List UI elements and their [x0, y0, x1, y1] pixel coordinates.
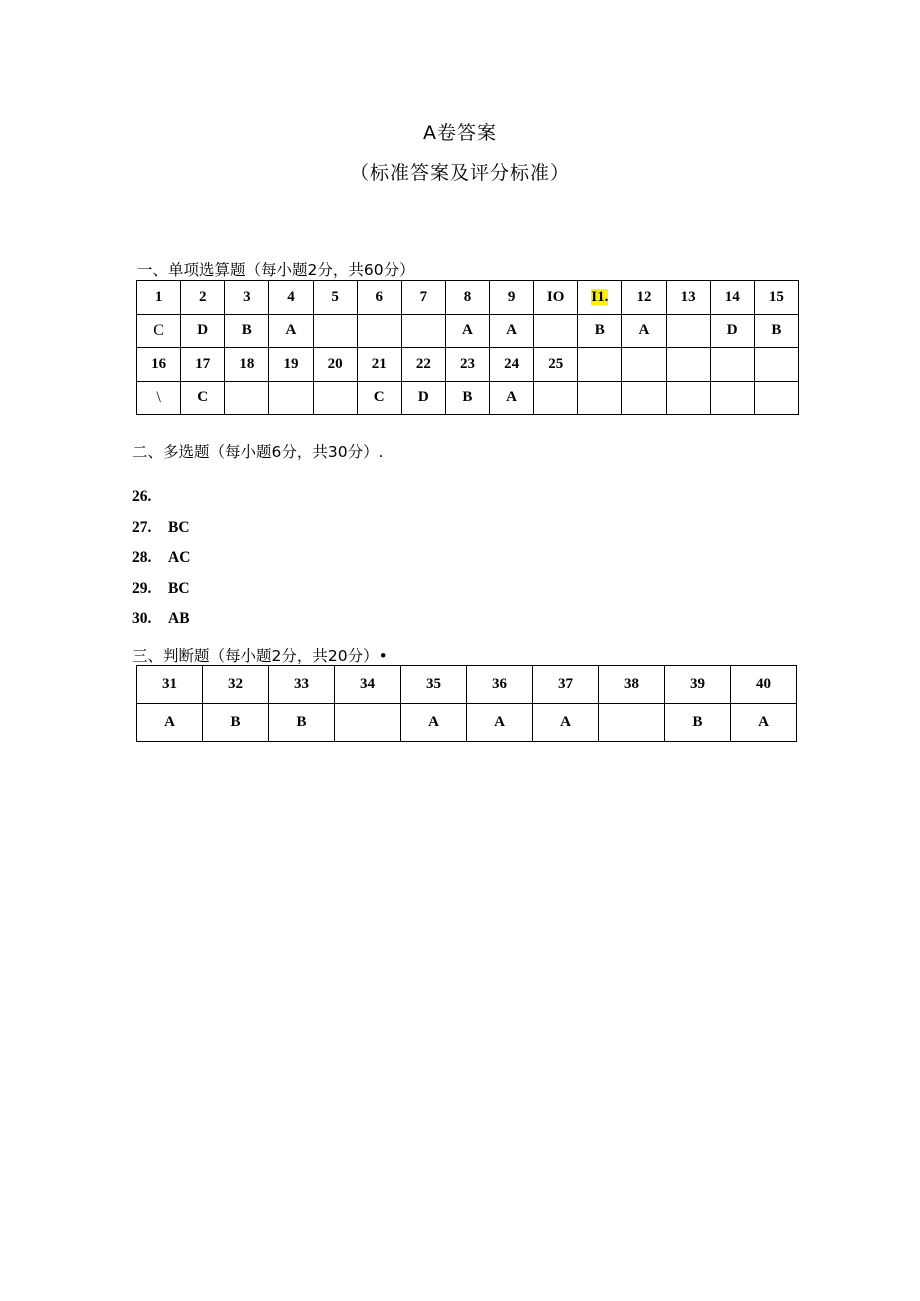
answer-value: AB	[168, 610, 190, 628]
list-item	[132, 482, 190, 513]
list-item	[132, 604, 190, 635]
table-cell: A	[269, 314, 313, 348]
table-cell: 22	[401, 348, 445, 382]
table-cell: B	[225, 314, 269, 348]
table-row	[137, 666, 797, 704]
table-cell	[666, 381, 710, 415]
table-cell: D	[710, 314, 754, 348]
question-number: 28.	[132, 549, 152, 567]
table-cell: B	[203, 704, 269, 742]
table-row	[137, 348, 799, 382]
table-cell: 7	[401, 281, 445, 315]
table-cell: 24	[490, 348, 534, 382]
page-subtitle: （标准答案及评分标准）	[349, 162, 570, 184]
table-cell: A	[731, 704, 797, 742]
table-cell: 21	[357, 348, 401, 382]
table-cell: 1	[137, 281, 181, 315]
table-cell	[335, 704, 401, 742]
table-cell: A	[467, 704, 533, 742]
table-cell: 25	[534, 348, 578, 382]
table-cell: 2	[181, 281, 225, 315]
table-cell	[401, 314, 445, 348]
question-number: 30.	[132, 610, 152, 628]
table-cell	[622, 348, 666, 382]
table-cell	[269, 381, 313, 415]
table-cell: IO	[534, 281, 578, 315]
section3-heading: 三、判断题（每小题2分，共20分）•	[132, 647, 388, 665]
question-number: 29.	[132, 579, 152, 597]
table-cell: 3	[225, 281, 269, 315]
question-number: 26.	[132, 488, 152, 506]
table-cell	[666, 314, 710, 348]
table-cell: D	[401, 381, 445, 415]
table-cell: 39	[665, 666, 731, 704]
table-cell: 20	[313, 348, 357, 382]
table-cell	[666, 348, 710, 382]
table-cell: 33	[269, 666, 335, 704]
table-cell: D	[181, 314, 225, 348]
table-cell: 34	[335, 666, 401, 704]
table-cell	[534, 381, 578, 415]
table-cell: 15	[754, 281, 798, 315]
table-row	[137, 704, 797, 742]
table-cell	[578, 348, 622, 382]
table-cell	[710, 381, 754, 415]
section1-heading: 一、单项选算题（每小题2分，共60分）	[137, 261, 415, 279]
highlight-mark: I1.	[591, 288, 609, 305]
table-cell: B	[445, 381, 489, 415]
table-cell: 36	[467, 666, 533, 704]
table-cell: C	[181, 381, 225, 415]
table-cell: B	[578, 314, 622, 348]
table-cell: C	[357, 381, 401, 415]
table-cell: 16	[137, 348, 181, 382]
table-cell: 17	[181, 348, 225, 382]
table-cell: 6	[357, 281, 401, 315]
table-cell: A	[137, 704, 203, 742]
list-item	[132, 574, 190, 605]
table-cell: 8	[445, 281, 489, 315]
table-cell: C	[137, 314, 181, 348]
table-cell: A	[622, 314, 666, 348]
table-cell: B	[665, 704, 731, 742]
table-cell: 18	[225, 348, 269, 382]
table-cell: A	[533, 704, 599, 742]
page-title: A卷答案	[423, 122, 497, 144]
table-cell: 19	[269, 348, 313, 382]
question-number: 27.	[132, 518, 152, 536]
multiple-choice-answer-list	[132, 482, 190, 635]
table-cell	[710, 348, 754, 382]
table-cell: A	[490, 381, 534, 415]
table-cell: 12	[622, 281, 666, 315]
table-cell	[313, 314, 357, 348]
table-cell: A	[445, 314, 489, 348]
list-item	[132, 513, 190, 544]
table-cell: 5	[313, 281, 357, 315]
section2-heading: 二、多选题（每小题6分，共30分）.	[132, 443, 384, 461]
table-cell: 4	[269, 281, 313, 315]
table-cell: B	[269, 704, 335, 742]
answer-value: BC	[168, 579, 190, 597]
true-false-answer-table	[136, 665, 797, 742]
table-cell	[622, 381, 666, 415]
table-row	[137, 381, 799, 415]
table-cell: 32	[203, 666, 269, 704]
table-cell: 23	[445, 348, 489, 382]
table-cell: \	[137, 381, 181, 415]
table-cell: 40	[731, 666, 797, 704]
table-cell: 14	[710, 281, 754, 315]
table-cell	[754, 348, 798, 382]
list-item	[132, 543, 190, 574]
table-row	[137, 314, 799, 348]
answer-value: AC	[168, 549, 191, 567]
table-cell	[313, 381, 357, 415]
table-row	[137, 281, 799, 315]
table-cell	[754, 381, 798, 415]
answer-value: BC	[168, 518, 190, 536]
table-cell: A	[401, 704, 467, 742]
table-cell	[534, 314, 578, 348]
table-cell	[225, 381, 269, 415]
table-cell	[357, 314, 401, 348]
table-cell: 13	[666, 281, 710, 315]
table-cell: 9	[490, 281, 534, 315]
single-choice-answer-table	[136, 280, 799, 415]
table-cell: 35	[401, 666, 467, 704]
table-cell-highlighted	[578, 281, 622, 315]
table-cell: 31	[137, 666, 203, 704]
table-cell: A	[490, 314, 534, 348]
table-cell: 37	[533, 666, 599, 704]
table-cell	[599, 704, 665, 742]
table-cell	[578, 381, 622, 415]
table-cell: B	[754, 314, 798, 348]
table-cell: 38	[599, 666, 665, 704]
